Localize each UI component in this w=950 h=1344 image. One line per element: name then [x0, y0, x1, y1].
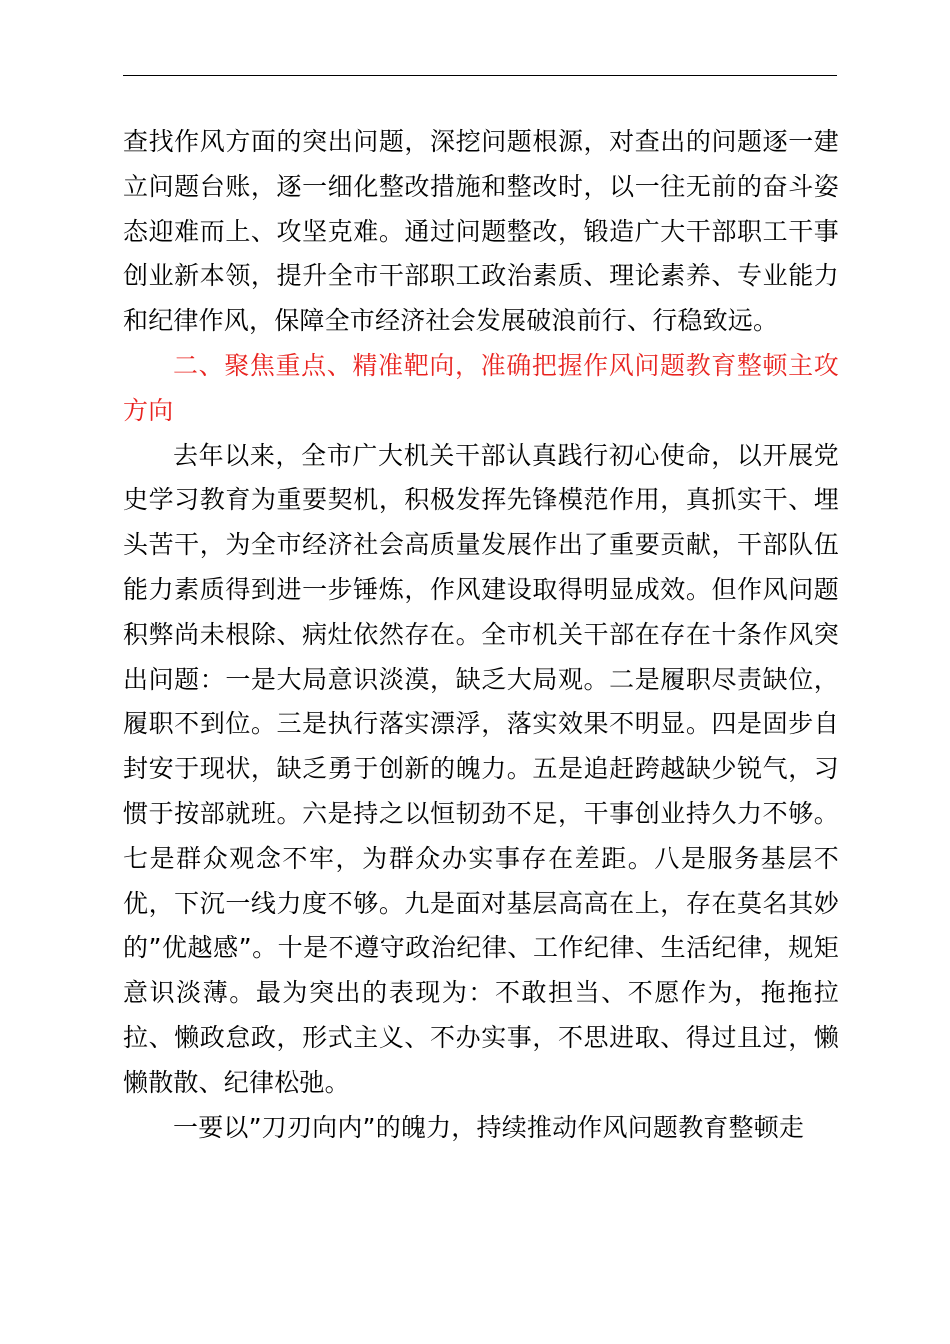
paragraph-continuation: 查找作风方面的突出问题，深挖问题根源，对查出的问题逐一建立问题台账，逐一细化整改措施和整改时，以一往无前的奋斗姿态迎难而上、攻坚克难。通过问题整改，锻造广大干部职工干事创业新本领，提升全市干部职工政治素质、理论素养、专业能力和纪律作风，保障全市经济社会发展破浪前行、行稳致远。 — [123, 127, 839, 336]
header-rule — [123, 75, 837, 76]
section-heading: 二、聚焦重点、精准靶向，准确把握作风问题教育整顿主攻方向 — [123, 350, 839, 425]
document-body — [123, 120, 839, 1150]
paragraph-measures: 一要以”刀刃向内”的魄力，持续推动作风问题教育整顿走 — [173, 1112, 805, 1142]
paragraph-problems: 去年以来，全市广大机关干部认真践行初心使命，以开展党史学习教育为重要契机，积极发挥先锋模范作用，真抓实干、埋头苦干，为全市经济社会高质量发展作出了重要贡献，干部队伍能力素质得到进一步锤炼，作风建设取得明显成效。但作风问题积弊尚未根除、病灶依然存在。全市机关干部在存在十条作风突出问题：一是大局意识淡漠，缺乏大局观。二是履职尽责缺位，履职不到位。三是执行落实漂浮，落实效果不明显。四是固步自封安于现状，缺乏勇于创新的魄力。五是追赶跨越缺少锐气，习惯于按部就班。六是持之以恒韧劲不足，干事创业持久力不够。七是群众观念不牢，为群众办实事存在差距。八是服务基层不优，下沉一线力度不够。九是面对基层高高在上，存在莫名其妙的”优越感”。十是不遵守政治纪律、工作纪律、生活纪律，规矩意识淡薄。最为突出的表现为：不敢担当、不愿作为，拖拖拉拉、懒政怠政，形式主义、不办实事，不思进取、得过且过，懒懒散散、纪律松弛。 — [123, 440, 839, 1097]
